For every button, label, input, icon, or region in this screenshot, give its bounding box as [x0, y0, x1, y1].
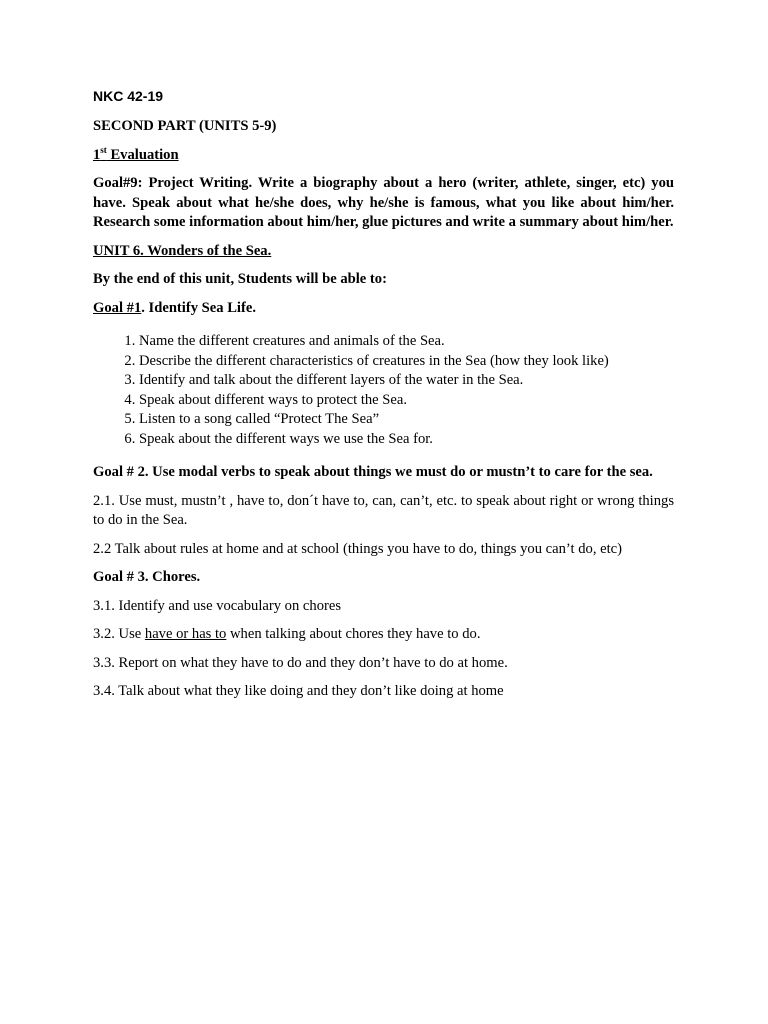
- evaluation-ordinal-suffix: st: [100, 144, 107, 155]
- goal-3-point-1: 3.1. Identify and use vocabulary on chores: [93, 597, 342, 614]
- goal-3-point-2: [93, 625, 674, 645]
- unit-heading: UNIT 6. Wonders of the Sea.: [93, 242, 272, 259]
- goal-9-text: Project Writing. Write a biography about a hero (writer, athlete, singer, etc) you have. Speak about what he/she does, why he/she is famous, what you like about him/her. Research some information about him/her, glue pictures and write a summary about him/her.: [93, 175, 674, 230]
- goal-3-point-2-underlined: have or has to: [144, 626, 227, 642]
- list-item: 1. Name the different creatures and animals of the Sea.: [139, 332, 674, 352]
- document-page: [93, 86, 674, 711]
- list-item: 5. Listen to a song called “Protect The Sea”: [139, 410, 674, 430]
- goal-9-lead: Goal#9:: [93, 175, 143, 191]
- list-item: 3. Identify and talk about the different layers of the water in the Sea.: [139, 371, 674, 391]
- evaluation-label: Evaluation: [106, 146, 179, 163]
- list-item: 6. Speak about the different ways we use the Sea for.: [139, 430, 674, 450]
- goal-3-point-3: 3.3. Report on what they have to do and they don’t have to do at home.: [93, 654, 508, 671]
- document-id: NKC 42-19: [93, 88, 164, 104]
- goal-3-point-2-start: 3.2. Use: [93, 626, 145, 642]
- goal-1-list: [93, 332, 674, 449]
- evaluation-heading: [93, 146, 674, 166]
- goal-2-heading: Goal # 2. Use modal verbs to speak about things we must do or mustn’t to care for the sea.: [93, 464, 653, 480]
- list-item: 4. Speak about different ways to protect the Sea.: [139, 391, 674, 411]
- goal-3-point-2-end: when talking about chores they have to do.: [226, 626, 481, 642]
- evaluation-number: 1: [93, 146, 101, 163]
- goal-2-point-2: 2.2 Talk about rules at home and at school (things you have to do, things you can’t do, etc): [93, 540, 622, 557]
- unit-intro: By the end of this unit, Students will be able to:: [93, 271, 387, 287]
- goal-1-label: Goal #1: [93, 299, 142, 316]
- goal-1-heading: [93, 299, 674, 319]
- list-item: 2. Describe the different characteristics of creatures in the Sea (how they look like): [139, 352, 674, 372]
- goal-1-title: . Identify Sea Life.: [141, 299, 256, 316]
- goal-9-paragraph: [93, 174, 674, 233]
- goal-3-heading: Goal # 3. Chores.: [93, 569, 201, 585]
- part-heading: SECOND PART (UNITS 5-9): [93, 118, 277, 134]
- goal-3-point-4: 3.4. Talk about what they like doing and they don’t like doing at home: [93, 683, 504, 699]
- goal-2-point-1: 2.1. Use must, mustn’t , have to, don´t have to, can, can’t, etc. to speak about right or wrong things to do in the Sea.: [93, 492, 674, 528]
